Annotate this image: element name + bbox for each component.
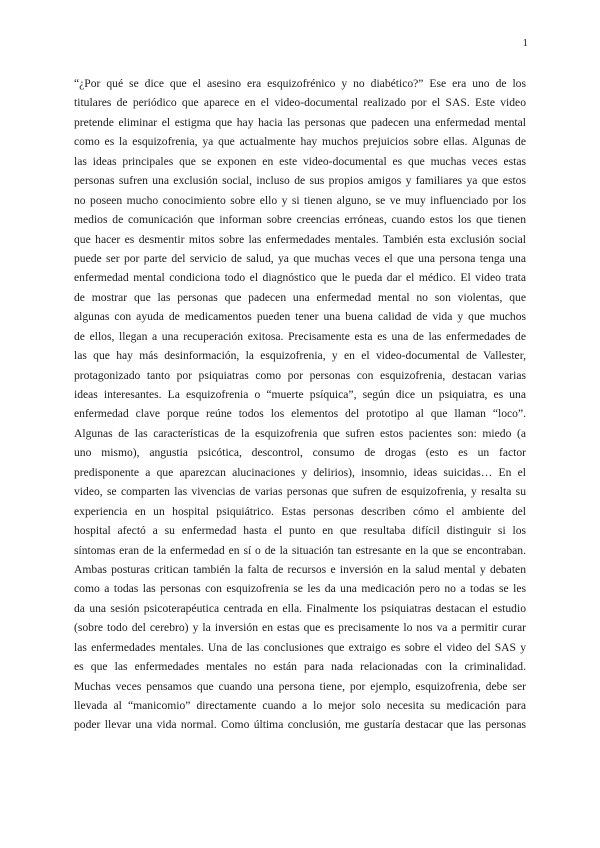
text-line: pretende eliminar el estigma que hay hacia las personas que padecen una enfermedad mental <box>74 115 526 129</box>
text-line: llevada al “manicomio” directamente cuando a lo mejor solo necesita su medicación para <box>74 699 526 712</box>
text-line: algunas con ayuda de medicamentos pueden tener una buena calidad de vida y que muchos <box>74 310 526 324</box>
text-line: las ideas principales que se exponen en este video-documental es que muchas veces estas <box>74 154 526 168</box>
text-line: personas sufren una exclusión social, incluso de sus propios amigos y familiares ya que estos <box>74 174 526 188</box>
text-line: hospital afectó a su enfermedad hasta el punto en que resultaba difícil distinguir si los <box>74 524 526 538</box>
text-line: experiencia en un hospital psiquiátrico. Estas personas describen cómo el ambiente del <box>74 504 526 518</box>
text-line: titulares de periódico que aparece en el video-documental realizado por el SAS. Este video <box>74 96 526 110</box>
text-line: poder llevar una vida normal. Como última conclusión, me gustaría destacar que las personas <box>74 718 526 732</box>
body-paragraph <box>74 74 526 735</box>
text-line: protagonizado tanto por psiquiatras como por personas con esquizofrenia, destacan varias <box>74 368 526 382</box>
text-line: Ambas posturas critican también la falta de recursos e inversión en la salud mental y debaten <box>74 562 526 576</box>
text-line: las que hay más desinformación, la esquizofrenia, y en el video-documental de Vallester, <box>74 349 526 363</box>
text-line: que hacer es desmentir mitos sobre las enfermedades mentales. También esta exclusión social <box>74 232 526 246</box>
text-line: video, se comparten las vivencias de varias personas que sufren de esquizofrenia, y resalta su <box>74 485 526 499</box>
text-line: puede ser por parte del servicio de salud, ya que muchas veces el que una persona tenga una <box>74 251 526 265</box>
text-line: Algunas de las características de la esquizofrenia que sufren estos pacientes son: miedo (a <box>74 426 526 440</box>
text-line: de mostrar que las personas que padecen una enfermedad mental no son violentas, que <box>74 290 526 304</box>
text-line: como es la esquizofrenia, ya que actualmente hay muchos prejuicios sobre ellas. Algunas de <box>74 135 526 149</box>
text-line: Muchas veces pensamos que cuando una persona tiene, por ejemplo, esquizofrenia, debe ser <box>74 679 526 693</box>
text-line: uno mismo), angustia psicótica, descontrol, consumo de drogas (esto es un factor <box>74 446 526 460</box>
text-line: (sobre todo del cerebro) y la inversión en estas que es precisamente lo nos va a permitir curar <box>74 621 526 635</box>
text-line: como a todas las personas con esquizofrenia se les da una medicación pero no a todas se les <box>74 582 526 596</box>
page-number: 1 <box>522 37 528 49</box>
text-line: da una sesión psicoterapéutica centrada en ella. Finalmente los psiquiatras destacan el estudio <box>74 601 526 615</box>
text-line: enfermedad mental condiciona todo el diagnóstico que le pueda dar el médico. El video trata <box>74 271 526 285</box>
text-line: no poseen mucho conocimiento sobre ello y si tienen alguno, se ve muy influenciado por los <box>74 193 526 207</box>
text-line: síntomas eran de la enfermedad en sí o de la situación tan estresante en la que se encontraban. <box>74 543 526 557</box>
text-line: las enfermedades mentales. Una de las conclusiones que extraigo es sobre el video del SAS y <box>74 640 526 654</box>
text-line: es que las enfermedades mentales no están para nada relacionadas con la criminalidad. <box>74 660 526 674</box>
text-line: de ellos, llegan a una recuperación exitosa. Precisamente esta es una de las enfermedades de <box>74 329 526 343</box>
text-line: medios de comunicación que informan sobre creencias erróneas, cuando estos los que tienen <box>74 213 526 227</box>
text-line: enfermedad clave porque reúne todos los elementos del prototipo al que llaman “loco”. <box>74 407 526 421</box>
text-line: ideas interesantes. La esquizofrenia o “muerte psíquica”, según dice un psiquiatra, es una <box>74 388 526 401</box>
text-line: “¿Por qué se dice que el asesino era esquizofrénico y no diabético?” Ese era uno de los <box>74 77 526 90</box>
text-line: predisponente a que aparezcan alucinaciones y delirios), insomnio, ideas suicidas… En el <box>74 465 526 479</box>
